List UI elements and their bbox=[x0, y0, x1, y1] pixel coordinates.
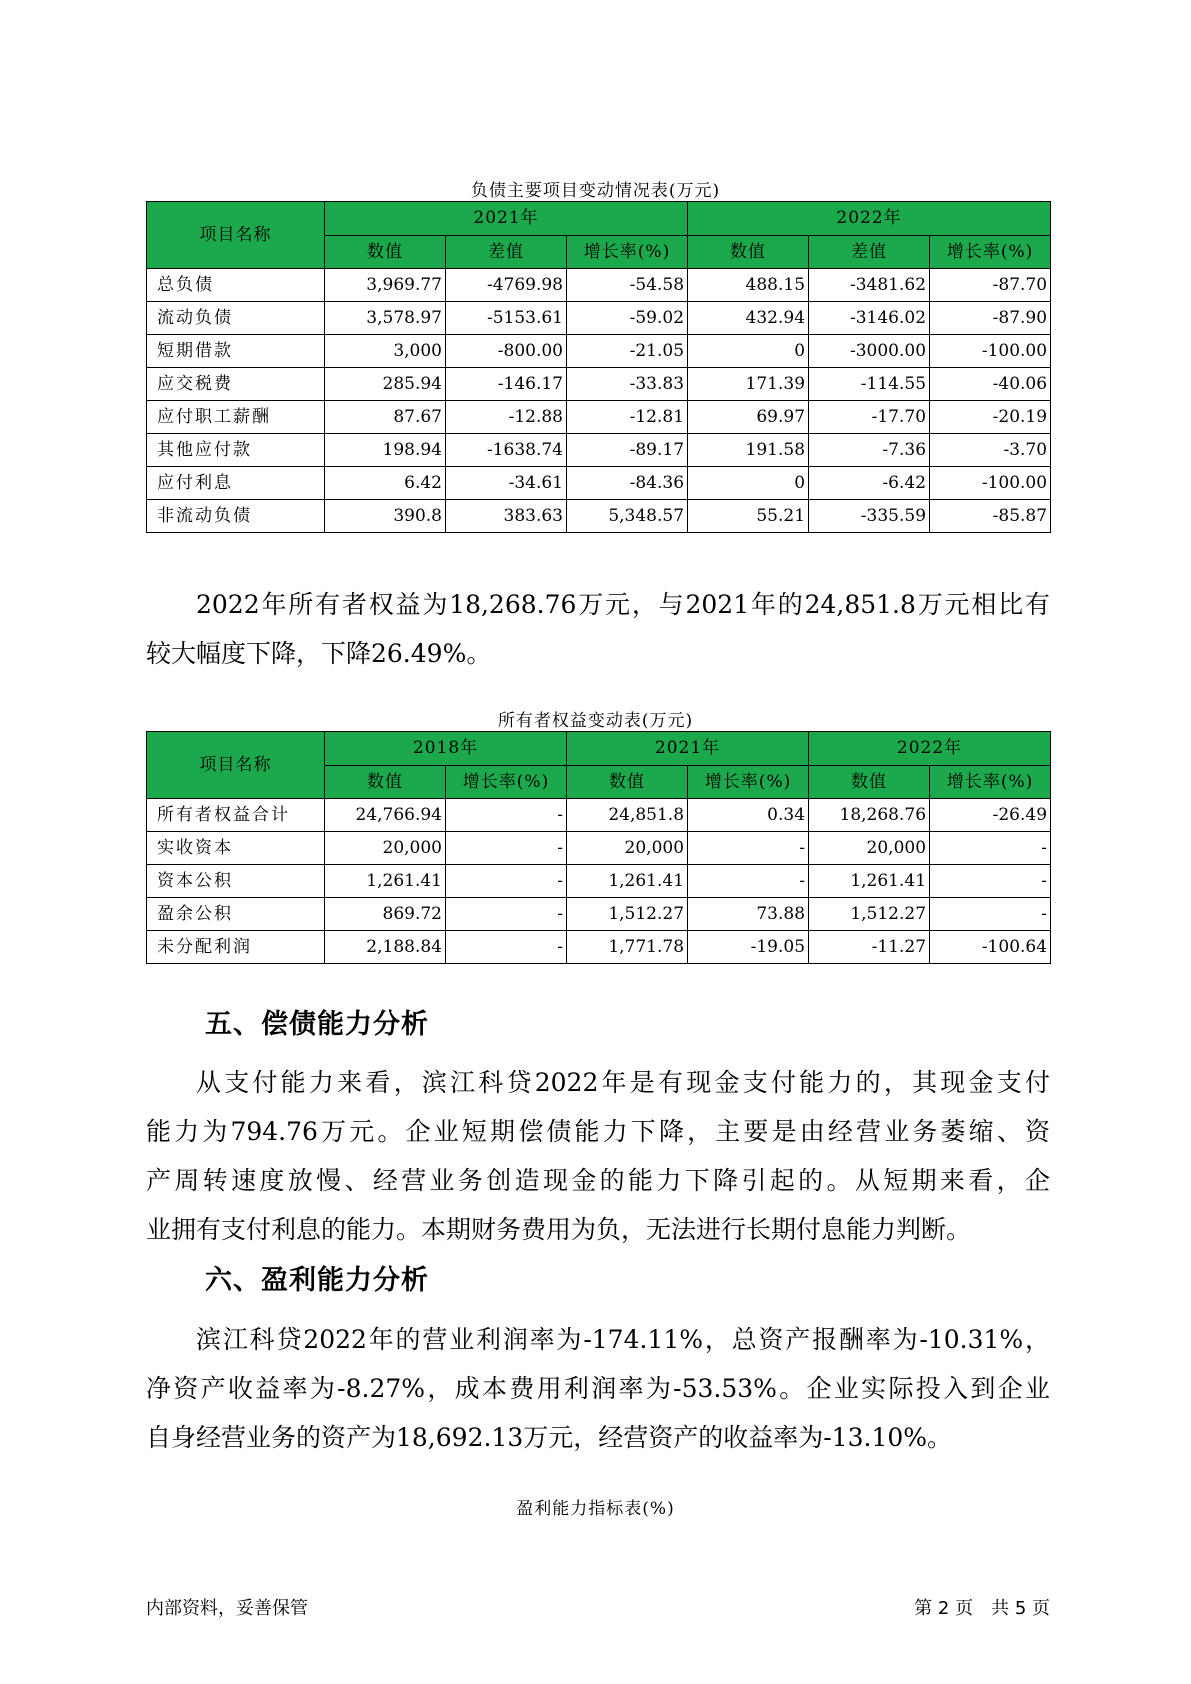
table-cell: 1,261.41 bbox=[567, 865, 688, 898]
table-cell: -3481.62 bbox=[809, 269, 930, 302]
row-label: 资本公积 bbox=[147, 865, 325, 898]
table-cell: -19.05 bbox=[688, 931, 809, 964]
table-cell: 285.94 bbox=[325, 368, 446, 401]
row-label: 短期借款 bbox=[147, 335, 325, 368]
table-cell: 1,261.41 bbox=[325, 865, 446, 898]
paragraph-line: 较大幅度下降，下降26.49%。 bbox=[146, 639, 492, 668]
footer-page-number: 第 2 页 共 5 页 bbox=[914, 1598, 1050, 1619]
table-cell: 1,771.78 bbox=[567, 931, 688, 964]
table-cell: 2,188.84 bbox=[325, 931, 446, 964]
liability-table bbox=[146, 201, 1051, 533]
table-cell: -34.61 bbox=[446, 467, 567, 500]
table-cell: -6.42 bbox=[809, 467, 930, 500]
table-cell: -12.81 bbox=[567, 401, 688, 434]
table-cell: -87.90 bbox=[930, 302, 1051, 335]
paragraph-line: 净资产收益率为-8.27%，成本费用利润率为-53.53%。企业实际投入到企业 bbox=[146, 1374, 1050, 1403]
table-cell: 171.39 bbox=[688, 368, 809, 401]
table-row bbox=[147, 335, 1051, 368]
column-header: 增长率(%) bbox=[930, 236, 1051, 269]
table-cell: 20,000 bbox=[567, 832, 688, 865]
year-header: 2021年 bbox=[325, 202, 688, 236]
table-row bbox=[147, 799, 1051, 832]
table-cell: - bbox=[688, 832, 809, 865]
table-cell: 191.58 bbox=[688, 434, 809, 467]
paragraph-line: 产周转速度放慢、经营业务创造现金的能力下降引起的。从短期来看，企 bbox=[146, 1166, 1050, 1195]
table-cell: - bbox=[446, 865, 567, 898]
row-label: 总负债 bbox=[147, 269, 325, 302]
column-header: 增长率(%) bbox=[688, 766, 809, 799]
table-cell: -87.70 bbox=[930, 269, 1051, 302]
table-cell: -26.49 bbox=[930, 799, 1051, 832]
table-row bbox=[147, 500, 1051, 533]
table-cell: - bbox=[930, 832, 1051, 865]
table-cell: - bbox=[930, 898, 1051, 931]
table-cell: 432.94 bbox=[688, 302, 809, 335]
table-cell: -11.27 bbox=[809, 931, 930, 964]
table-row bbox=[147, 931, 1051, 964]
table-cell: 24,766.94 bbox=[325, 799, 446, 832]
table-cell: -100.00 bbox=[930, 335, 1051, 368]
table-row bbox=[147, 401, 1051, 434]
column-header: 数值 bbox=[567, 766, 688, 799]
table-cell: 0 bbox=[688, 335, 809, 368]
table-cell: 3,000 bbox=[325, 335, 446, 368]
table-cell: 18,268.76 bbox=[809, 799, 930, 832]
table-cell: 6.42 bbox=[325, 467, 446, 500]
footer-confidential: 内部资料，妥善保管 bbox=[146, 1598, 308, 1619]
table-cell: - bbox=[446, 898, 567, 931]
row-label: 实收资本 bbox=[147, 832, 325, 865]
table-cell: -40.06 bbox=[930, 368, 1051, 401]
row-label: 应交税费 bbox=[147, 368, 325, 401]
profitability-paragraph bbox=[146, 1315, 1050, 1462]
solvency-paragraph bbox=[146, 1058, 1050, 1254]
table-cell: -85.87 bbox=[930, 500, 1051, 533]
table-cell: 3,969.77 bbox=[325, 269, 446, 302]
column-header: 增长率(%) bbox=[930, 766, 1051, 799]
table-cell: -114.55 bbox=[809, 368, 930, 401]
table-cell: -335.59 bbox=[809, 500, 930, 533]
table-cell: -3000.00 bbox=[809, 335, 930, 368]
table-cell: -7.36 bbox=[809, 434, 930, 467]
column-header: 数值 bbox=[809, 766, 930, 799]
table-cell: -4769.98 bbox=[446, 269, 567, 302]
table-cell: - bbox=[446, 832, 567, 865]
year-header: 2022年 bbox=[809, 732, 1051, 766]
table-cell: -1638.74 bbox=[446, 434, 567, 467]
equity-table bbox=[146, 731, 1051, 964]
paragraph-line: 业拥有支付利息的能力。本期财务费用为负，无法进行长期付息能力判断。 bbox=[146, 1215, 972, 1244]
table-cell: -21.05 bbox=[567, 335, 688, 368]
column-header: 增长率(%) bbox=[567, 236, 688, 269]
row-label: 流动负债 bbox=[147, 302, 325, 335]
paragraph-line: 从支付能力来看，滨江科贷2022年是有现金支付能力的，其现金支付 bbox=[196, 1068, 1050, 1097]
row-label: 其他应付款 bbox=[147, 434, 325, 467]
year-header: 2021年 bbox=[567, 732, 809, 766]
profit-table-caption: 盈利能力指标表(%) bbox=[516, 1499, 675, 1519]
table-cell: -146.17 bbox=[446, 368, 567, 401]
table-cell: 0 bbox=[688, 467, 809, 500]
equity-table-caption: 所有者权益变动表(万元) bbox=[497, 711, 694, 731]
column-header: 数值 bbox=[325, 766, 446, 799]
table-cell: 55.21 bbox=[688, 500, 809, 533]
table-cell: -20.19 bbox=[930, 401, 1051, 434]
table-cell: -100.64 bbox=[930, 931, 1051, 964]
table-cell: 869.72 bbox=[325, 898, 446, 931]
row-label: 应付职工薪酬 bbox=[147, 401, 325, 434]
row-label: 非流动负债 bbox=[147, 500, 325, 533]
section-heading: 六、盈利能力分析 bbox=[205, 1265, 429, 1296]
table-row bbox=[147, 467, 1051, 500]
year-header: 2018年 bbox=[325, 732, 567, 766]
table-cell: 1,261.41 bbox=[809, 865, 930, 898]
paragraph-line: 2022年所有者权益为18,268.76万元，与2021年的24,851.8万元相比有 bbox=[196, 590, 1050, 619]
table-cell: - bbox=[930, 865, 1051, 898]
table-row bbox=[147, 269, 1051, 302]
table-row bbox=[147, 832, 1051, 865]
table-cell: 73.88 bbox=[688, 898, 809, 931]
table-cell: 20,000 bbox=[325, 832, 446, 865]
column-header: 差值 bbox=[446, 236, 567, 269]
column-header: 差值 bbox=[809, 236, 930, 269]
table-cell: -100.00 bbox=[930, 467, 1051, 500]
table-cell: 390.8 bbox=[325, 500, 446, 533]
table-cell: 383.63 bbox=[446, 500, 567, 533]
table-cell: -3146.02 bbox=[809, 302, 930, 335]
table-cell: -89.17 bbox=[567, 434, 688, 467]
column-header: 数值 bbox=[688, 236, 809, 269]
equity-paragraph bbox=[146, 580, 1050, 678]
row-label: 盈余公积 bbox=[147, 898, 325, 931]
row-label: 应付利息 bbox=[147, 467, 325, 500]
section-heading: 五、偿债能力分析 bbox=[205, 1009, 429, 1040]
table-cell: 0.34 bbox=[688, 799, 809, 832]
table-cell: -17.70 bbox=[809, 401, 930, 434]
table-cell: -54.58 bbox=[567, 269, 688, 302]
table-cell: 20,000 bbox=[809, 832, 930, 865]
table-cell: -12.88 bbox=[446, 401, 567, 434]
table-cell: 87.67 bbox=[325, 401, 446, 434]
table-row bbox=[147, 434, 1051, 467]
table-row bbox=[147, 865, 1051, 898]
table-cell: 198.94 bbox=[325, 434, 446, 467]
table-cell: - bbox=[446, 931, 567, 964]
table-cell: -33.83 bbox=[567, 368, 688, 401]
paragraph-line: 自身经营业务的资产为18,692.13万元，经营资产的收益率为-13.10%。 bbox=[146, 1423, 953, 1452]
column-header: 增长率(%) bbox=[446, 766, 567, 799]
year-header: 2022年 bbox=[688, 202, 1051, 236]
table-cell: -800.00 bbox=[446, 335, 567, 368]
row-label: 未分配利润 bbox=[147, 931, 325, 964]
row-label: 所有者权益合计 bbox=[147, 799, 325, 832]
table-row bbox=[147, 898, 1051, 931]
table-cell: 3,578.97 bbox=[325, 302, 446, 335]
column-header: 数值 bbox=[325, 236, 446, 269]
table-cell: 69.97 bbox=[688, 401, 809, 434]
item-name-header: 项目名称 bbox=[147, 202, 325, 269]
table-cell: -84.36 bbox=[567, 467, 688, 500]
paragraph-line: 滨江科贷2022年的营业利润率为-174.11%，总资产报酬率为-10.31%， bbox=[196, 1325, 1050, 1354]
table-cell: 1,512.27 bbox=[809, 898, 930, 931]
table-cell: 24,851.8 bbox=[567, 799, 688, 832]
table-cell: 5,348.57 bbox=[567, 500, 688, 533]
table-row bbox=[147, 302, 1051, 335]
table-cell: - bbox=[446, 799, 567, 832]
liability-table-caption: 负债主要项目变动情况表(万元) bbox=[470, 181, 721, 201]
table-cell: - bbox=[688, 865, 809, 898]
table-cell: -59.02 bbox=[567, 302, 688, 335]
table-cell: -3.70 bbox=[930, 434, 1051, 467]
table-cell: 1,512.27 bbox=[567, 898, 688, 931]
table-cell: 488.15 bbox=[688, 269, 809, 302]
paragraph-line: 能力为794.76万元。企业短期偿债能力下降，主要是由经营业务萎缩、资 bbox=[146, 1117, 1050, 1146]
item-name-header: 项目名称 bbox=[147, 732, 325, 799]
table-cell: -5153.61 bbox=[446, 302, 567, 335]
table-row bbox=[147, 368, 1051, 401]
